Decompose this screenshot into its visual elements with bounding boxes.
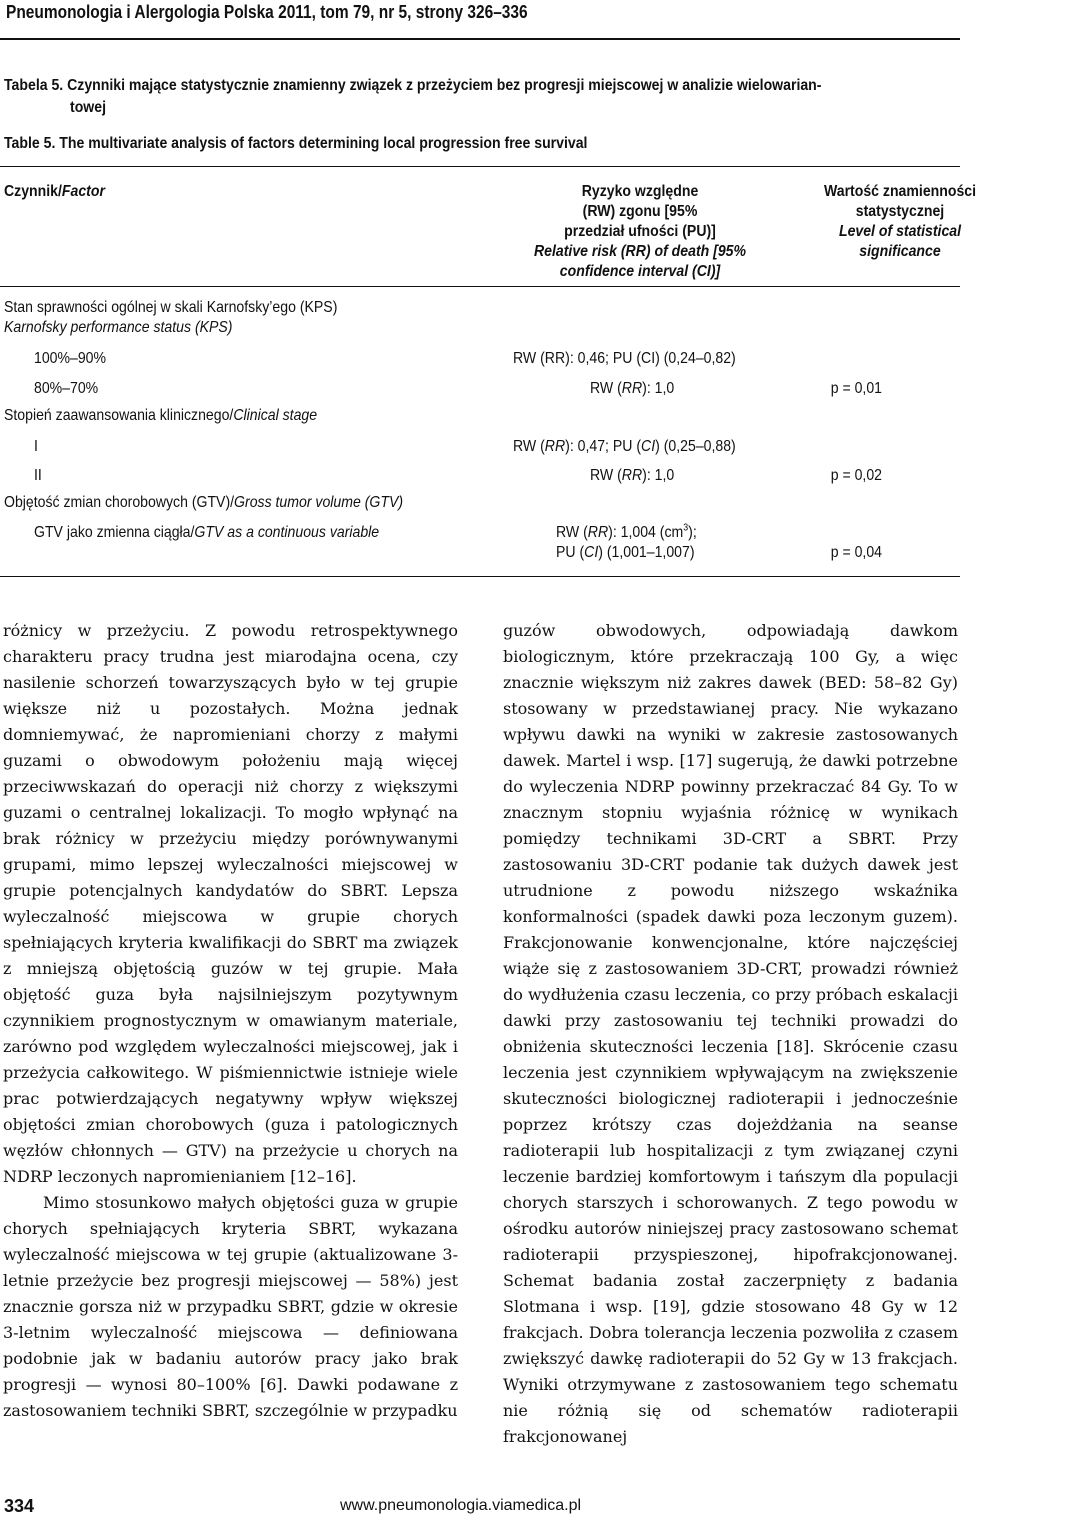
- row-kps-80-70-rr: RW (RR): 1,0: [590, 380, 675, 397]
- group-kps-en: Karnofsky performance status (KPS): [4, 319, 233, 336]
- group-kps-pl: Stan sprawności ogólnej w skali Karnofsky’ego (KPS): [4, 299, 338, 316]
- body-column-right: [503, 618, 958, 1450]
- row-stage-i-rr: RW (RR): 0,47; PU (CI) (0,25–0,88): [513, 438, 736, 455]
- table-title-en: Table 5. The multivariate analysis of factors determining local progression free survival: [4, 135, 588, 152]
- table-title-pl: Tabela 5. Czynniki mające statystycznie znamienny związek z przeżyciem bez progresji miejscowej w analizie wielowarian-: [4, 77, 822, 94]
- row-gtv-continuous-p: p = 0,04: [830, 544, 882, 561]
- row-gtv-continuous-ci: PU (CI) (1,001–1,007): [556, 544, 695, 561]
- table-rule-header: [0, 286, 960, 287]
- row-stage-ii-rr: RW (RR): 1,0: [590, 467, 675, 484]
- row-gtv-continuous-label: GTV jako zmienna ciągła/GTV as a continuous variable: [34, 524, 380, 541]
- body-paragraph: guzów obwodowych, odpowiadają dawkom biologicznym, które przekraczają 100 Gy, a więc znacznie większym niż zakres dawek (BED: 58–82 Gy) stosowany w przedstawianej pracy. Nie wykazano wpływu dawki na wyniki w zakresie zastosowanych dawek. Martel i wsp. [17] sugerują, że dawki potrzebne do wyleczenia NDRP powinny przekraczać 84 Gy. To w znacznym stopniu wyjaśnia różnicę w wynikach pomiędzy technikami 3D-CRT a SBRT. Przy zastosowaniu 3D-CRT podanie tak dużych dawek jest utrudnione z powodu niższego wskaźnika konformalności (spadek dawki poza leczonym guzem). Frakcjonowanie konwencjonalne, które najczęściej wiąże się z zastosowaniem 3D-CRT, prowadzi również do wydłużenia czasu leczenia, co przy próbach eskalacji dawki przy zastosowaniu tej techniki prowadzi do obniżenia skuteczności leczenia [18]. Skrócenie czasu leczenia jest czynnikiem wpływającym na zwiększenie skuteczności biologicznej radioterapii i jednocześnie poprzez krótszy czas dojeżdżania na seanse radioterapii lub hospitalizacji z tym związanej czyni leczenie bardziej komfortowym i tańszym dla populacji chorych starszych i schorowanych. Z tego powodu w ośrodku autorów niniejszej pracy zastosowano schemat radioterapii przyspieszonej, hipofrakcjonowanej. Schemat badania został zaczerpnięty z badania Slotmana i wsp. [19], gdzie stosowano 48 Gy w 12 frakcjach. Dobra tolerancja leczenia pozwoliła z czasem zwiększyć dawkę radioterapii do 52 Gy w 13 frakcjach. Wyniki otrzymywane z zastosowaniem tego schematu nie różnią się od schematów radioterapii frakcjonowanej: [503, 621, 958, 1446]
- group-gtv: Objętość zmian chorobowych (GTV)/Gross tumor volume (GTV): [4, 494, 404, 511]
- table-rule-bottom: [0, 576, 960, 577]
- table-rule-top: [0, 166, 960, 167]
- row-kps-80-70-label: 80%–70%: [34, 380, 99, 397]
- row-stage-ii-label: II: [34, 467, 42, 484]
- col-header-factor: Czynnik/Factor: [4, 183, 105, 200]
- group-stage: Stopień zaawansowania klinicznego/Clinical stage: [4, 407, 318, 424]
- body-paragraph: Mimo stosunkowo małych objętości guza w grupie chorych spełniających kryteria SBRT, wykazana wyleczalność miejscowa w tej grupie (aktualizowane 3-letnie przeżycie bez progresji miejscowej — 58%) jest znacznie gorsza niż w przypadku SBRT, gdzie w okresie 3-letnim wyleczalność miejscowa — definiowana podobnie jak w badaniu autorów pracy jako brak progresji — wynosi 80–100% [6]. Dawki podawane z zastosowaniem techniki SBRT, szczególnie w przypadku: [3, 1193, 458, 1420]
- row-kps-80-70-p: p = 0,01: [830, 380, 882, 397]
- row-kps-100-90-label: 100%–90%: [34, 350, 107, 367]
- row-gtv-continuous-rr: RW (RR): 1,004 $(cm^3)$;: [556, 522, 697, 541]
- journal-url: www.pneumonologia.viamedica.pl: [340, 1497, 582, 1514]
- row-kps-100-90-rr: RW (RR): 0,46; PU (CI) (0,24–0,82): [513, 350, 736, 367]
- row-stage-i-label: I: [34, 438, 38, 455]
- journal-header: Pneumonologia i Alergologia Polska 2011, tom 79, nr 5, strony 326–336: [6, 2, 528, 22]
- row-stage-ii-p: p = 0,02: [830, 467, 882, 484]
- page-number: 334: [4, 1496, 35, 1516]
- body-paragraph: różnicy w przeżyciu. Z powodu retrospektywnego charakteru pracy trudna jest miarodajna ocena, czy nasilenie schorzeń towarzyszących było w tej grupie większe niż u pozostałych. Można jednak domniemywać, że napromieniani chorzy z małymi guzami o obwodowym położeniu mają więcej przeciwwskazań do operacji niż chorzy z większymi guzami o centralnej lokalizacji. To mogło wpłynąć na brak różnicy w przeżyciu między porównywanymi grupami, mimo lepszej wyleczalności miejscowej w grupie potencjalnych kandydatów do SBRT. Lepsza wyleczalność miejscowa w grupie chorych spełniających kryteria kwalifikacji do SBRT ma związek z mniejszą objętością guzów w tej grupie. Mała objętość guza była najsilniejszym pozytywnym czynnikiem prognostycznym w omawianym materiale, zarówno pod względem wyleczalności miejscowej, jak i przeżycia całkowitego. W piśmiennictwie istnieje wiele prac potwierdzających negatywny wpływ większej objętości zmian chorobowych (guza i patologicznych węzłów chłonnych — GTV) na przeżycie u chorych na NDRP leczonych napromienianiem [12–16].: [3, 621, 458, 1186]
- table-title-pl-cont: towej: [70, 99, 106, 116]
- col-header-significance: Wartość znamienności statystycznej Level of statistical significance: [823, 183, 977, 260]
- table-5: [0, 0, 977, 600]
- col-header-rr: Ryzyko względne (RW) zgonu [95% przedział ufności (PU)] Relative risk (RR) of death [95% confidence interval (CI)]: [533, 183, 747, 280]
- body-column-left: [3, 618, 458, 1424]
